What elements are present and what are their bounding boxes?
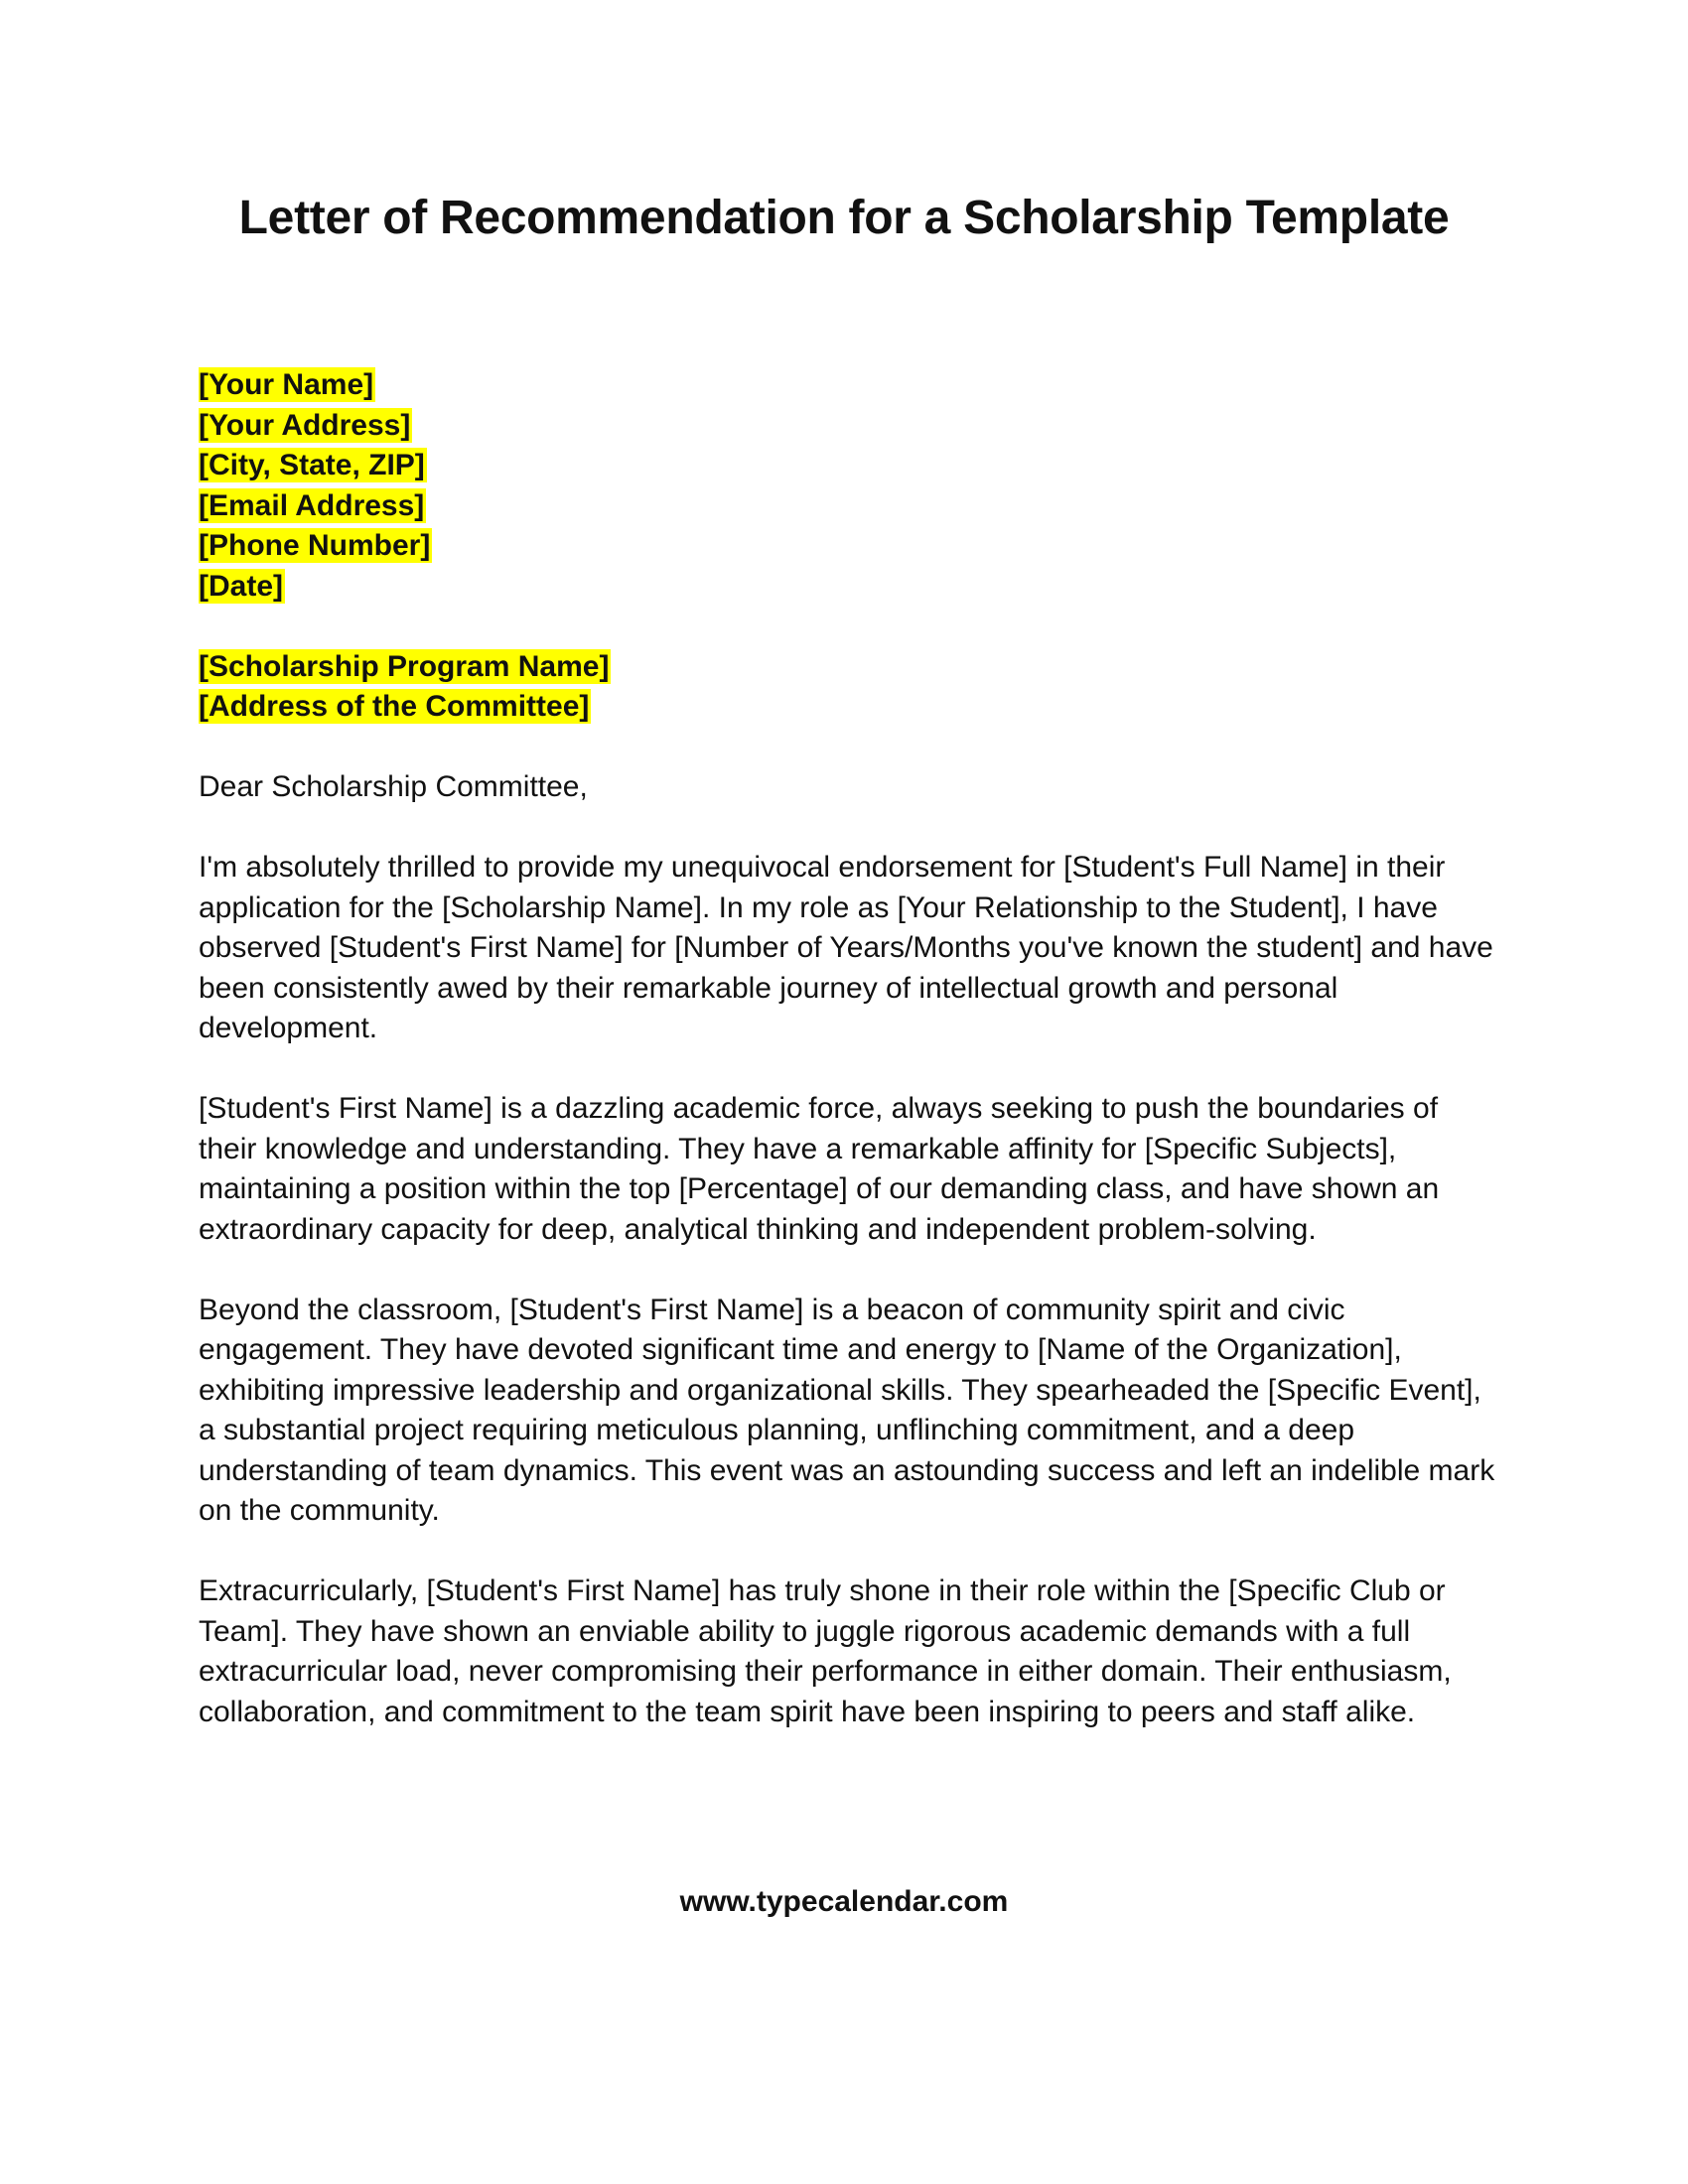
sender-date: [Date] (199, 569, 284, 603)
sender-phone: [Phone Number] (199, 529, 431, 562)
paragraph-academic: [Student's First Name] is a dazzling academic force, always seeking to push the boundaries of their knowledge and understanding. They have a remarkable affinity for [Specific Subjects], maintaining a position within the top [Percentage] of our demanding class, and have shown an extraordinary capacity for deep, analytical thinking and independent problem-solving. (199, 1092, 1440, 1246)
sender-email: [Email Address] (199, 488, 425, 522)
sender-email-line (199, 486, 1499, 527)
sender-phone-line (199, 526, 1499, 567)
salutation: Dear Scholarship Committee, (199, 770, 588, 803)
sender-block (199, 365, 1499, 607)
sender-city-line (199, 446, 1499, 486)
paragraph-extracurricular: Extracurricularly, [Student's First Name] has truly shone in their role within the [Specific Club or Team]. They have shown an enviable ability to juggle rigorous academic demands with a full extracurricular load, never compromising their performance in either domain. Their enthusiasm, collaboration, and commitment to the team spirit have been inspiring to peers and staff alike. (199, 1574, 1452, 1728)
sender-address: [Your Address] (199, 408, 411, 442)
recipient-program-line (199, 647, 1499, 688)
sender-address-line (199, 406, 1499, 447)
sender-city-state-zip: [City, State, ZIP] (199, 449, 425, 481)
recipient-block (199, 647, 1499, 728)
sender-name: [Your Name] (199, 368, 374, 401)
recipient-address-line (199, 687, 1499, 728)
sender-date-line (199, 567, 1499, 608)
paragraph-community: Beyond the classroom, [Student's First Name] is a beacon of community spirit and civic engagement. They have devoted significant time and energy to [Name of the Organization], exhibiting impressive leadership and organizational skills. They spearheaded the [Specific Event], a substantial project requiring meticulous planning, unflinching commitment, and a deep understanding of team dynamics. This event was an astounding success and left an indelible mark on the community. (199, 1293, 1495, 1527)
footer-website: www.typecalendar.com (679, 1885, 1009, 1918)
page-title: Letter of Recommendation for a Scholarship Template (238, 192, 1450, 244)
recipient-program: [Scholarship Program Name] (199, 649, 610, 683)
sender-name-line (199, 365, 1499, 406)
letter-body (199, 365, 1499, 1773)
recipient-address: [Address of the Committee] (199, 690, 590, 723)
paragraph-intro: I'm absolutely thrilled to provide my unequivocal endorsement for [Student's Full Name] in their application for the [Scholarship Name]. In my role as [Your Relationship to the Student], I have observed [Student's First Name] for [Number of Years/Months you've known the student] and have been consistently awed by their remarkable journey of intellectual growth and personal development. (199, 851, 1493, 1044)
